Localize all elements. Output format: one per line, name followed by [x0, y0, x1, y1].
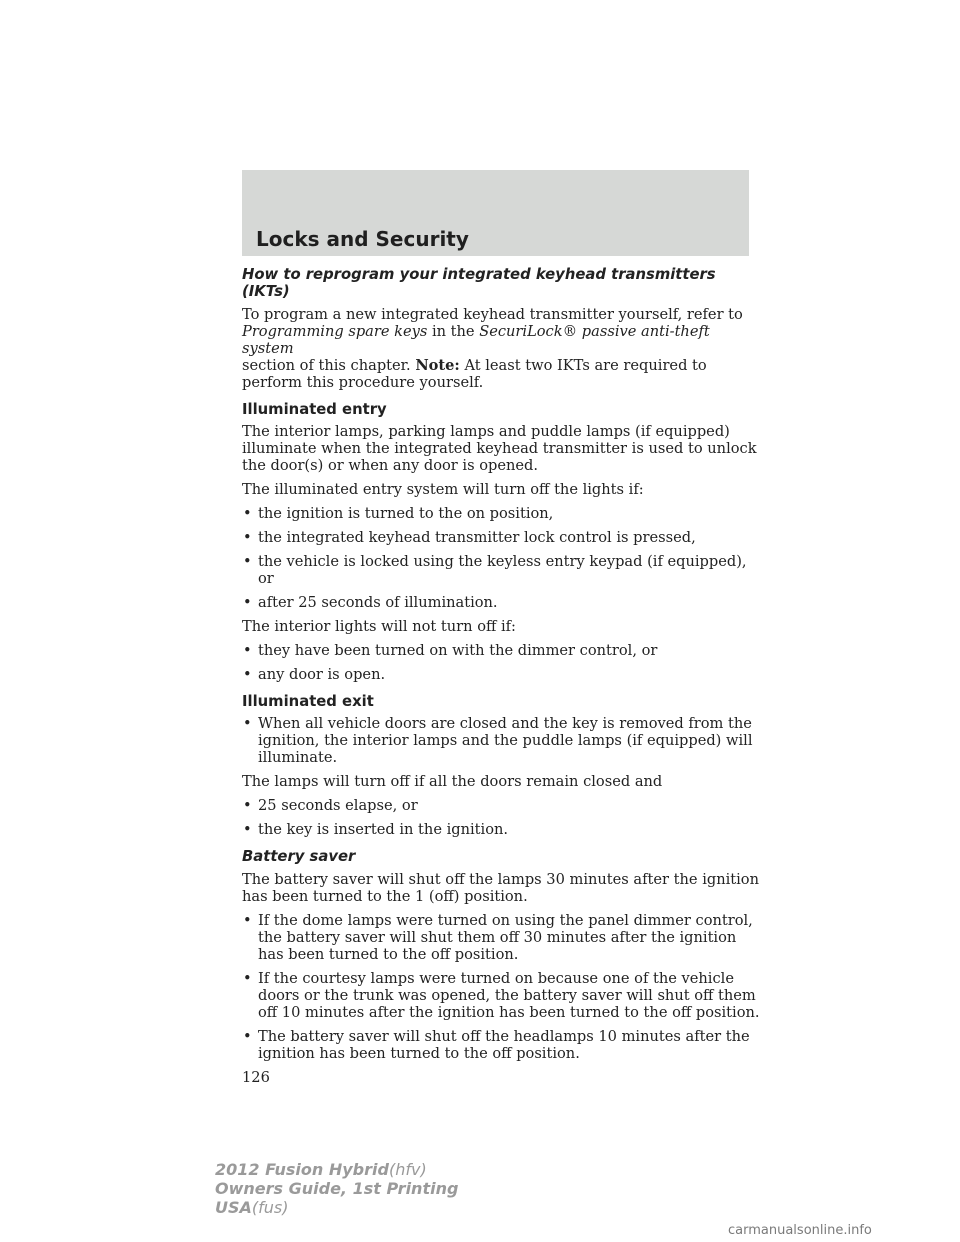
list-item	[242, 821, 762, 838]
list-item-text: When all vehicle doors are closed and the key is removed from the ignition, the interior lamps and the puddle lamps (if equipped) will illuminate.	[258, 715, 753, 766]
list-item-text: If the dome lamps were turned on using the panel dimmer control, the battery saver will shut them off 30 minutes after the ignition has been turned to the off position.	[258, 912, 753, 963]
list-item	[242, 553, 762, 587]
exit-paragraph: The lamps will turn off if all the doors remain closed and	[242, 773, 663, 790]
list-item-text: the key is inserted in the ignition.	[258, 821, 509, 838]
site-watermark[interactable]: carmanualsonline.info	[728, 1223, 872, 1238]
list-item-text: they have been turned on with the dimmer control, or	[258, 642, 658, 659]
list-item	[242, 505, 762, 522]
bullet-icon: •	[243, 797, 252, 814]
list-item	[242, 970, 762, 1021]
print-footer	[215, 1160, 458, 1217]
entry-paragraph-2: The illuminated entry system will turn off the lights if:	[242, 481, 644, 498]
ikt-link-securilock: SecuriLock® passive anti-theft system	[242, 323, 710, 357]
entry-heading: Illuminated entry	[242, 401, 387, 418]
section-title: Locks and Security	[256, 227, 469, 251]
ikt-text-a: To program a new integrated keyhead transmitter yourself, refer to	[242, 306, 743, 323]
list-item-text: the ignition is turned to the on position,	[258, 505, 554, 522]
list-item	[242, 715, 762, 766]
ikt-text-b: in the	[427, 323, 480, 340]
footer-line-2	[215, 1179, 458, 1198]
bullet-icon: •	[243, 1028, 252, 1045]
list-item-text: If the courtesy lamps were turned on because one of the vehicle doors or the trunk was opened, the battery saver will shut off them off 10 minutes after the ignition has been turned to the off position.	[258, 970, 760, 1021]
footer-line-1	[215, 1160, 458, 1179]
list-item-text: 25 seconds elapse, or	[258, 797, 418, 814]
list-item-text: The battery saver will shut off the headlamps 10 minutes after the ignition has been turned to the off position.	[258, 1028, 750, 1062]
entry-paragraph-1: The interior lamps, parking lamps and puddle lamps (if equipped) illuminate when the integrated keyhead transmitter is used to unlock the door(s) or when any door is opened.	[242, 423, 757, 474]
list-item	[242, 642, 762, 659]
exit-list-1	[242, 715, 762, 766]
bullet-icon: •	[243, 505, 252, 522]
footer-line-3	[215, 1198, 458, 1217]
entry-list-2	[242, 642, 762, 683]
exit-list-2	[242, 797, 762, 838]
battery-heading: Battery saver	[242, 848, 356, 865]
list-item	[242, 912, 762, 963]
page-content	[242, 266, 762, 1086]
list-item	[242, 797, 762, 814]
footer-model: 2012 Fusion Hybrid	[215, 1160, 389, 1179]
exit-heading: Illuminated exit	[242, 693, 374, 710]
entry-list-1	[242, 505, 762, 611]
bullet-icon: •	[243, 912, 252, 929]
footer-market: USA	[215, 1198, 252, 1217]
bullet-icon: •	[243, 642, 252, 659]
list-item-text: the integrated keyhead transmitter lock control is pressed,	[258, 529, 696, 546]
ikt-text-c: section of this chapter.	[242, 357, 416, 374]
entry-paragraph-3: The interior lights will not turn off if:	[242, 618, 516, 635]
list-item	[242, 594, 762, 611]
ikt-note-text: At least two IKTs are required to perform this procedure yourself.	[242, 357, 707, 391]
bullet-icon: •	[243, 529, 252, 546]
bullet-icon: •	[243, 553, 252, 570]
list-item-text: after 25 seconds of illumination.	[258, 594, 498, 611]
list-item	[242, 666, 762, 683]
list-item	[242, 529, 762, 546]
ikt-link-programming: Programming spare keys	[242, 323, 428, 340]
bullet-icon: •	[243, 666, 252, 683]
list-item	[242, 1028, 762, 1062]
bullet-icon: •	[243, 594, 252, 611]
footer-market-code: (fus)	[251, 1198, 289, 1217]
list-item-text: the vehicle is locked using the keyless entry keypad (if equipped), or	[258, 553, 747, 587]
ikt-paragraph	[242, 306, 762, 391]
list-item-text: any door is open.	[258, 666, 386, 683]
battery-list	[242, 912, 762, 1062]
battery-paragraph: The battery saver will shut off the lamps 30 minutes after the ignition has been turned to the 1 (off) position.	[242, 871, 759, 905]
bullet-icon: •	[243, 821, 252, 838]
ikt-note-label: Note:	[415, 357, 460, 374]
page-number: 126	[242, 1069, 270, 1086]
bullet-icon: •	[243, 970, 252, 987]
footer-printing: Owners Guide, 1st Printing	[215, 1179, 459, 1198]
bullet-icon: •	[243, 715, 252, 732]
footer-model-code: (hfv)	[388, 1160, 427, 1179]
ikt-heading: How to reprogram your integrated keyhead transmitters (IKTs)	[242, 266, 716, 300]
